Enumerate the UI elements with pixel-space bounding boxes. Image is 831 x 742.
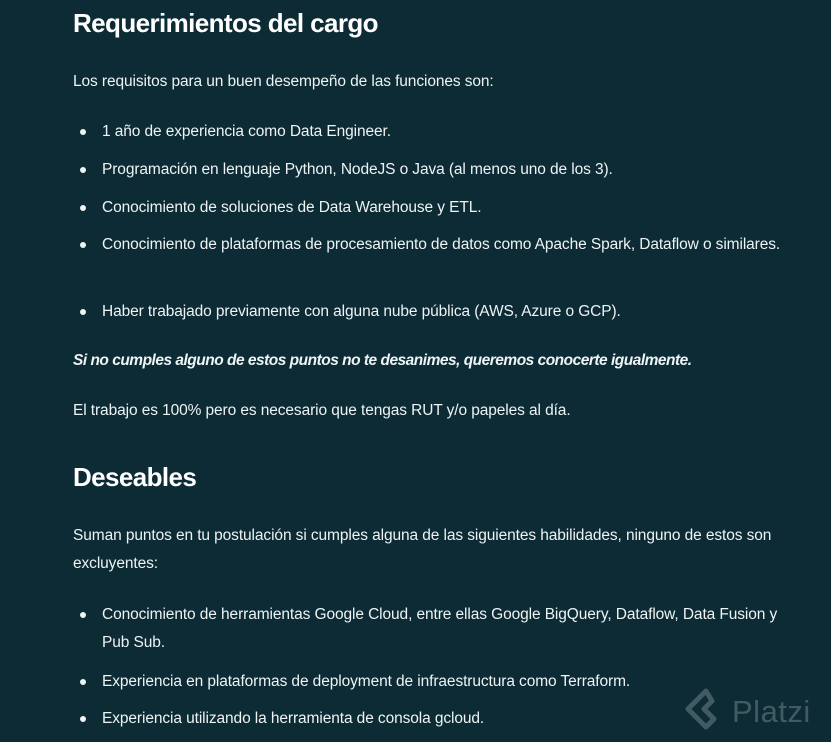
- platzi-logo-icon: [684, 688, 728, 732]
- list-item-text: Conocimiento de plataformas de procesamiento de datos como Apache Spark, Dataflow o similares.: [102, 236, 781, 253]
- bullet-icon: [80, 679, 86, 685]
- requirements-heading: Requerimientos del cargo: [73, 8, 378, 38]
- list-item-text: Experiencia utilizando la herramienta de consola gcloud.: [102, 710, 485, 727]
- bullet-icon: [80, 129, 86, 135]
- work-note: El trabajo es 100% pero es necesario que tengas RUT y/o papeles al día.: [73, 402, 571, 419]
- watermark-text: Platzi: [732, 694, 811, 729]
- list-item-text: Conocimiento de soluciones de Data Warehouse y ETL.: [102, 199, 482, 216]
- list-item: [102, 668, 782, 696]
- encouragement-text: Si no cumples alguno de estos puntos no te desanimes, queremos conocerte igualmente.: [73, 352, 692, 369]
- list-item: [102, 705, 782, 733]
- desirables-intro: Suman puntos en tu postulación si cumples alguna de las siguientes habilidades, ninguno de estos son excluyentes:: [73, 527, 772, 572]
- bullet-icon: [80, 716, 86, 722]
- list-item-text: Haber trabajado previamente con alguna nube pública (AWS, Azure o GCP).: [102, 303, 621, 320]
- desirables-heading: Deseables: [73, 462, 197, 492]
- bullet-icon: [80, 242, 86, 248]
- list-item-text: Programación en lenguaje Python, NodeJS o Java (al menos uno de los 3).: [102, 161, 613, 178]
- list-item: [102, 118, 782, 146]
- platzi-watermark: [684, 688, 831, 736]
- list-item: [102, 194, 782, 222]
- list-item-text: Experiencia en plataformas de deployment de infraestructura como Terraform.: [102, 673, 631, 690]
- list-item: [102, 298, 782, 326]
- list-item-text: Conocimiento de herramientas Google Cloud, entre ellas Google BigQuery, Dataflow, Data Fusion y Pub Sub.: [102, 606, 778, 651]
- list-item: [102, 231, 782, 259]
- list-item: [102, 156, 782, 184]
- list-item: [102, 601, 782, 657]
- requirements-intro: Los requisitos para un buen desempeño de las funciones son:: [73, 73, 494, 90]
- list-item-text: 1 año de experiencia como Data Engineer.: [102, 123, 391, 140]
- bullet-icon: [80, 612, 86, 618]
- bullet-icon: [80, 167, 86, 173]
- bullet-icon: [80, 309, 86, 315]
- bullet-icon: [80, 205, 86, 211]
